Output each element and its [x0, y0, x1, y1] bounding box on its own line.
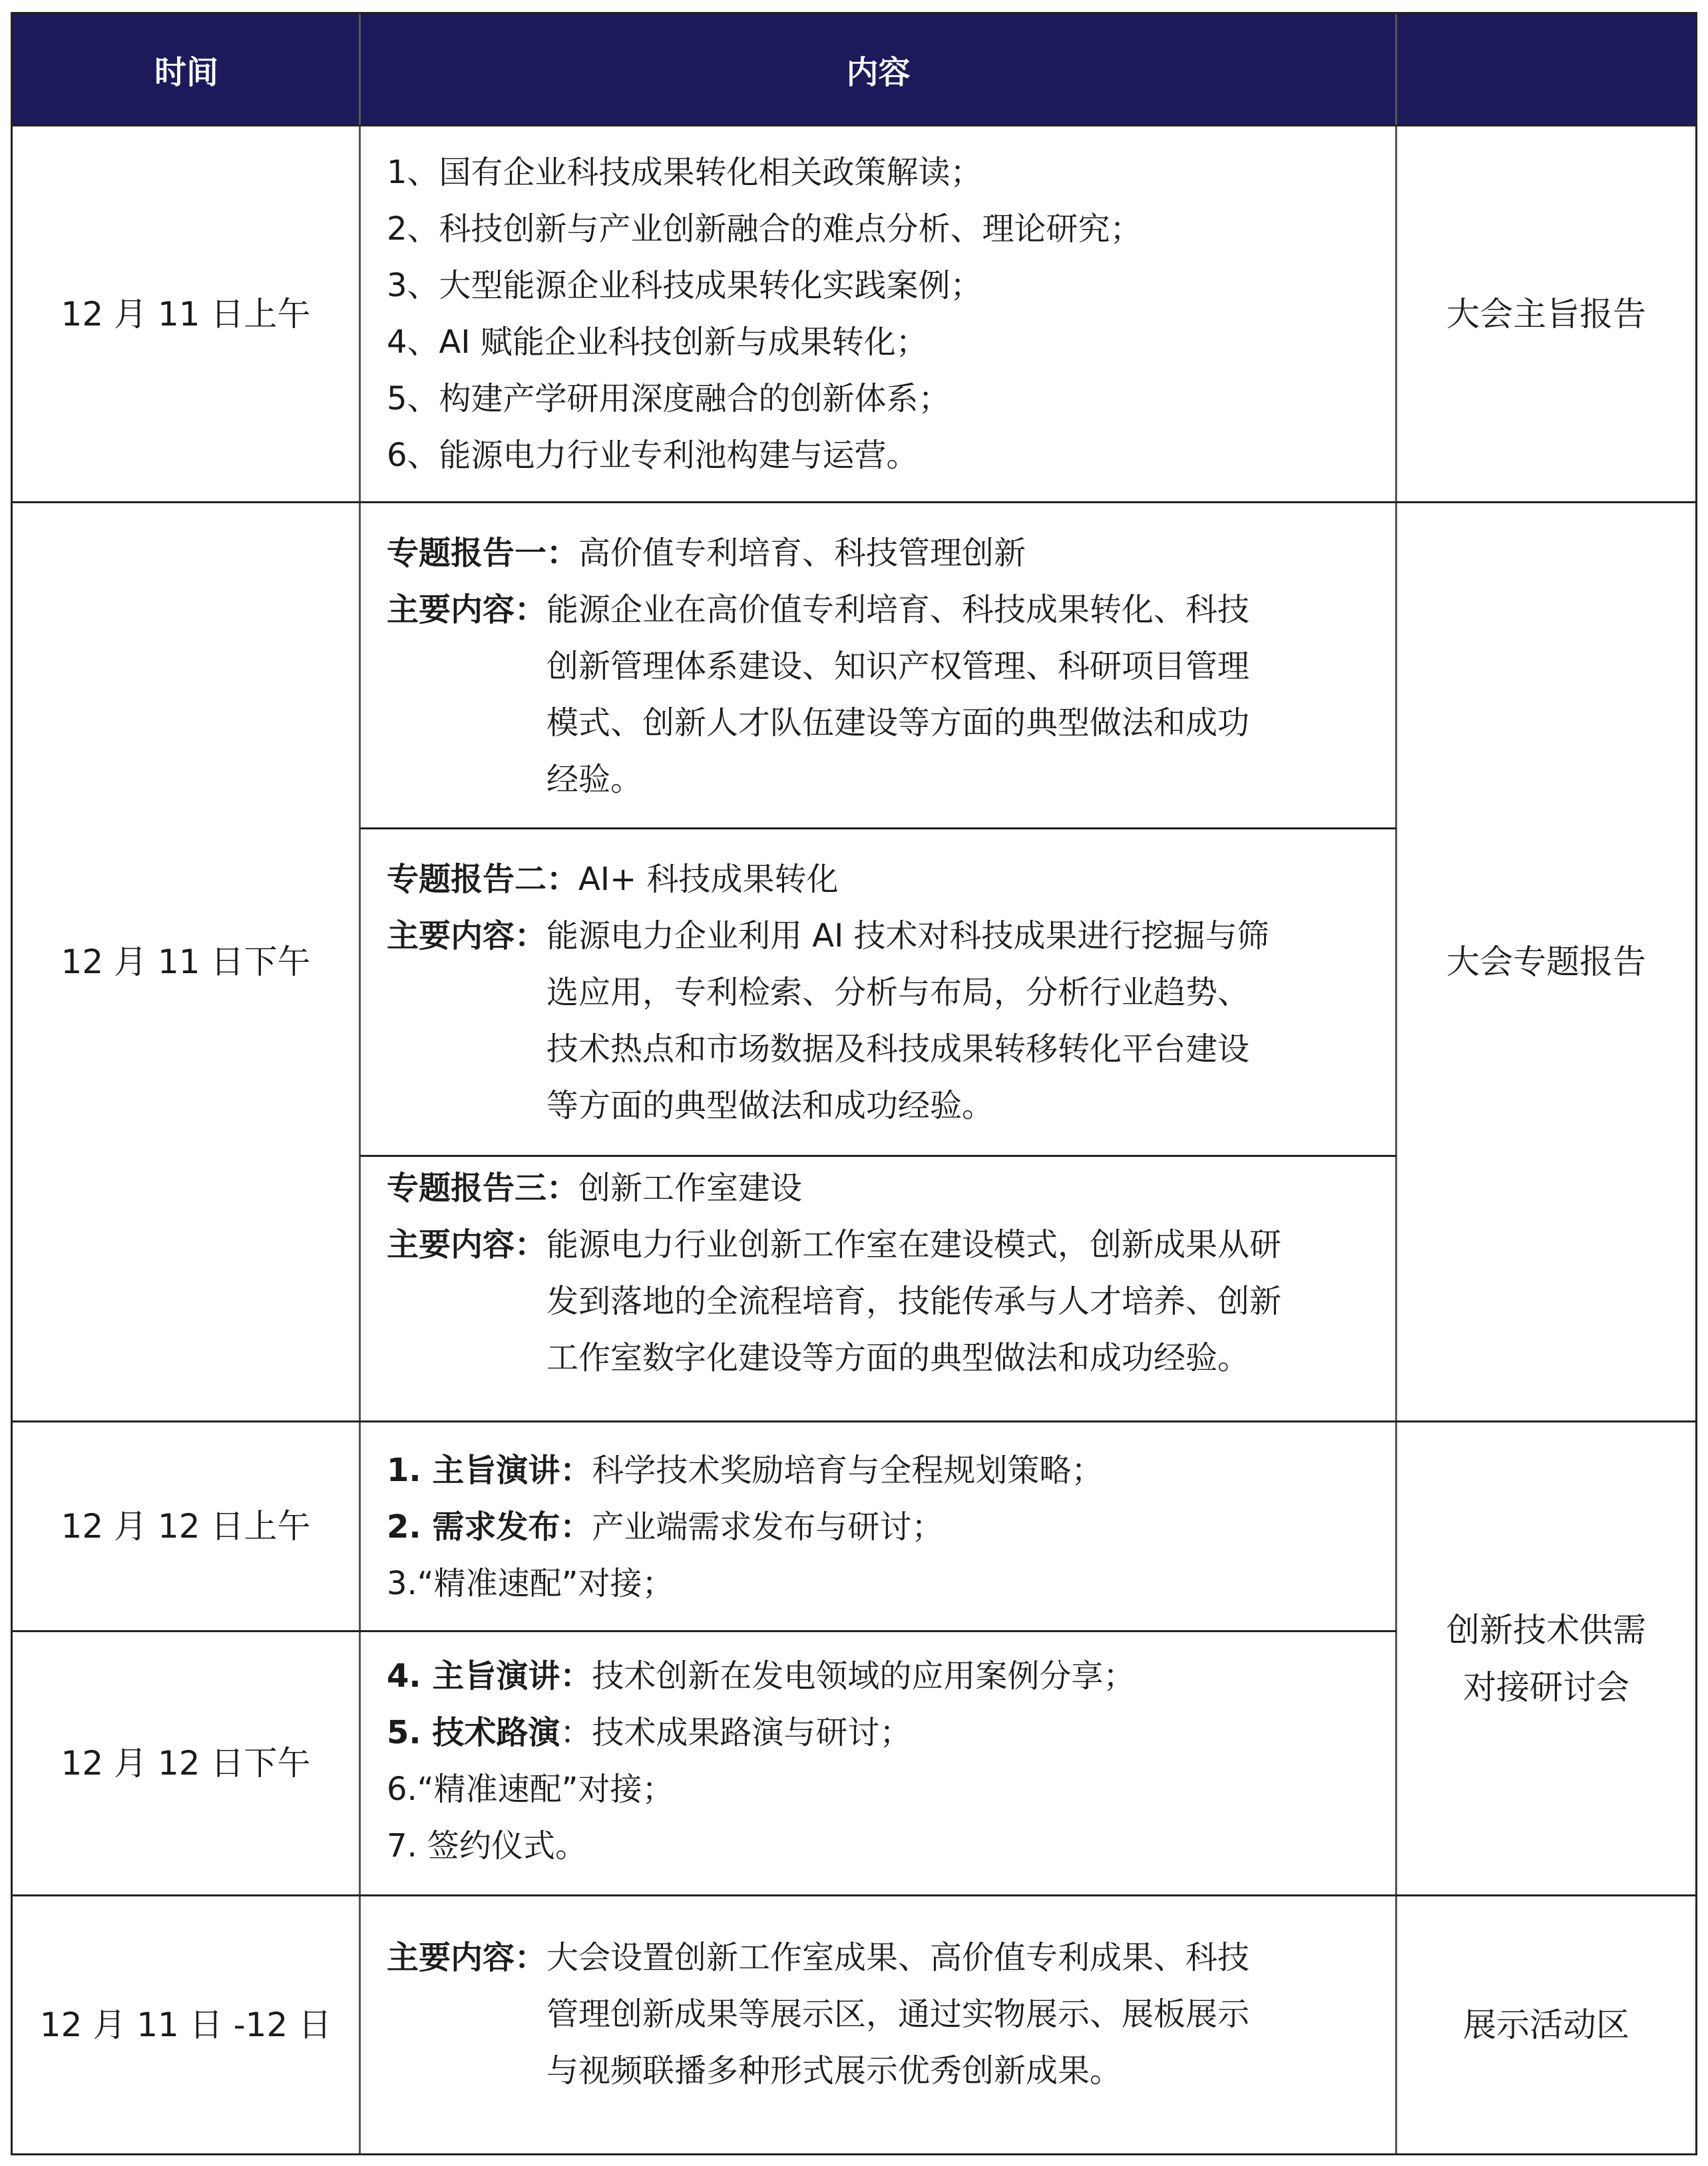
- detail-line: 创新管理体系建设、知识产权管理、科研项目管理: [546, 648, 1250, 685]
- detail-label: 主要内容：: [387, 1226, 547, 1263]
- detail-line: 能源企业在高价值专利培育、科技成果转化、科技: [546, 591, 1250, 628]
- header-category: [1396, 14, 1695, 124]
- row1-content: [387, 144, 1385, 484]
- list-item: 1、国有企业科技成果转化相关政策解读；: [387, 154, 982, 191]
- category-line: 对接研讨会: [1463, 1667, 1629, 1707]
- report-title: 创新工作室建设: [578, 1170, 803, 1207]
- list-item: 5、构建产学研用深度融合的创新体系；: [387, 380, 951, 417]
- category-line: 创新技术供需: [1446, 1610, 1646, 1649]
- detail-line: 经验。: [546, 761, 643, 798]
- item-text: 6.“精准速配”对接；: [387, 1771, 674, 1808]
- list-item: 3、大型能源企业科技成果转化实践案例；: [387, 267, 982, 304]
- row4-category: 展示活动区: [1463, 2006, 1629, 2044]
- item-text: ：技术成果路演与研讨；: [560, 1714, 912, 1751]
- detail-label: 主要内容：: [387, 591, 547, 628]
- row2-time: 12 月 11 日下午: [61, 943, 311, 981]
- detail-line: 发到落地的全流程培育，技能传承与人才培养、创新: [546, 1283, 1282, 1320]
- report-label: 专题报告三：: [387, 1170, 579, 1207]
- item-text: 技术创新在发电领域的应用案例分享；: [592, 1657, 1136, 1695]
- item-text: 3.“精准速配”对接；: [387, 1565, 674, 1602]
- row4-content: [387, 1930, 1385, 2099]
- item-label: 1. 主旨演讲：: [387, 1452, 592, 1489]
- report-title: 高价值专利培育、科技管理创新: [578, 535, 1026, 572]
- item-text: 科学技术奖励培育与全程规划策略；: [592, 1452, 1104, 1489]
- sub-row-divider: [360, 1155, 1396, 1157]
- item-label: 2. 需求发布：: [387, 1508, 592, 1546]
- detail-line: 能源电力企业利用 AI 技术对科技成果进行挖掘与筛: [546, 917, 1269, 955]
- sub-row-divider: [360, 827, 1396, 829]
- header-time: 时间: [13, 14, 360, 124]
- detail-line: 选应用，专利检索、分析与布局，分析行业趋势、: [546, 974, 1250, 1011]
- detail-line: 等方面的典型做法和成功经验。: [546, 1087, 994, 1124]
- item-label: 5. 技术路演: [387, 1714, 560, 1751]
- report-label: 专题报告一：: [387, 535, 579, 572]
- detail-label: 主要内容：: [387, 1939, 547, 1976]
- row3-am-content: [387, 1442, 1385, 1612]
- detail-line: 模式、创新人才队伍建设等方面的典型做法和成功: [546, 704, 1250, 742]
- schedule-table: [11, 12, 1697, 2155]
- row3-category: [1397, 1422, 1695, 1894]
- detail-line: 技术热点和市场数据及科技成果转移转化平台建设: [546, 1030, 1250, 1068]
- item-text: 产业端需求发布与研讨；: [592, 1508, 944, 1546]
- item-text: 7. 签约仪式。: [387, 1827, 588, 1864]
- report-2: [387, 851, 1385, 1134]
- detail-line: 工作室数字化建设等方面的典型做法和成功经验。: [546, 1339, 1250, 1377]
- report-title: AI+ 科技成果转化: [578, 861, 839, 898]
- detail-line: 能源电力行业创新工作室在建设模式，创新成果从研: [546, 1226, 1282, 1263]
- report-3: [387, 1160, 1385, 1387]
- header-content: 内容: [360, 14, 1396, 124]
- row4-time: 12 月 11 日 -12 日: [39, 2006, 332, 2044]
- item-label: 4. 主旨演讲：: [387, 1657, 592, 1695]
- list-item: 4、AI 赋能企业科技创新与成果转化；: [387, 324, 928, 361]
- row3-time-am: 12 月 12 日上午: [61, 1507, 311, 1546]
- row3-pm-content: [387, 1648, 1385, 1874]
- report-label: 专题报告二：: [387, 861, 579, 898]
- row1-category: 大会主旨报告: [1446, 294, 1646, 333]
- list-item: 2、科技创新与产业创新融合的难点分析、理论研究；: [387, 210, 1142, 248]
- detail-line: 管理创新成果等展示区，通过实物展示、展板展示: [546, 1996, 1250, 2033]
- detail-label: 主要内容：: [387, 917, 547, 955]
- report-1: [387, 525, 1385, 808]
- list-item: 6、能源电力行业专利池构建与运营。: [387, 437, 919, 474]
- row1-time: 12 月 11 日上午: [61, 294, 311, 333]
- detail-line: 大会设置创新工作室成果、高价值专利成果、科技: [546, 1939, 1250, 1976]
- detail-line: 与视频联播多种形式展示优秀创新成果。: [546, 2052, 1122, 2089]
- column-divider: [359, 14, 361, 2153]
- row3-time-pm: 12 月 12 日下午: [61, 1744, 311, 1783]
- row2-category: 大会专题报告: [1446, 943, 1646, 981]
